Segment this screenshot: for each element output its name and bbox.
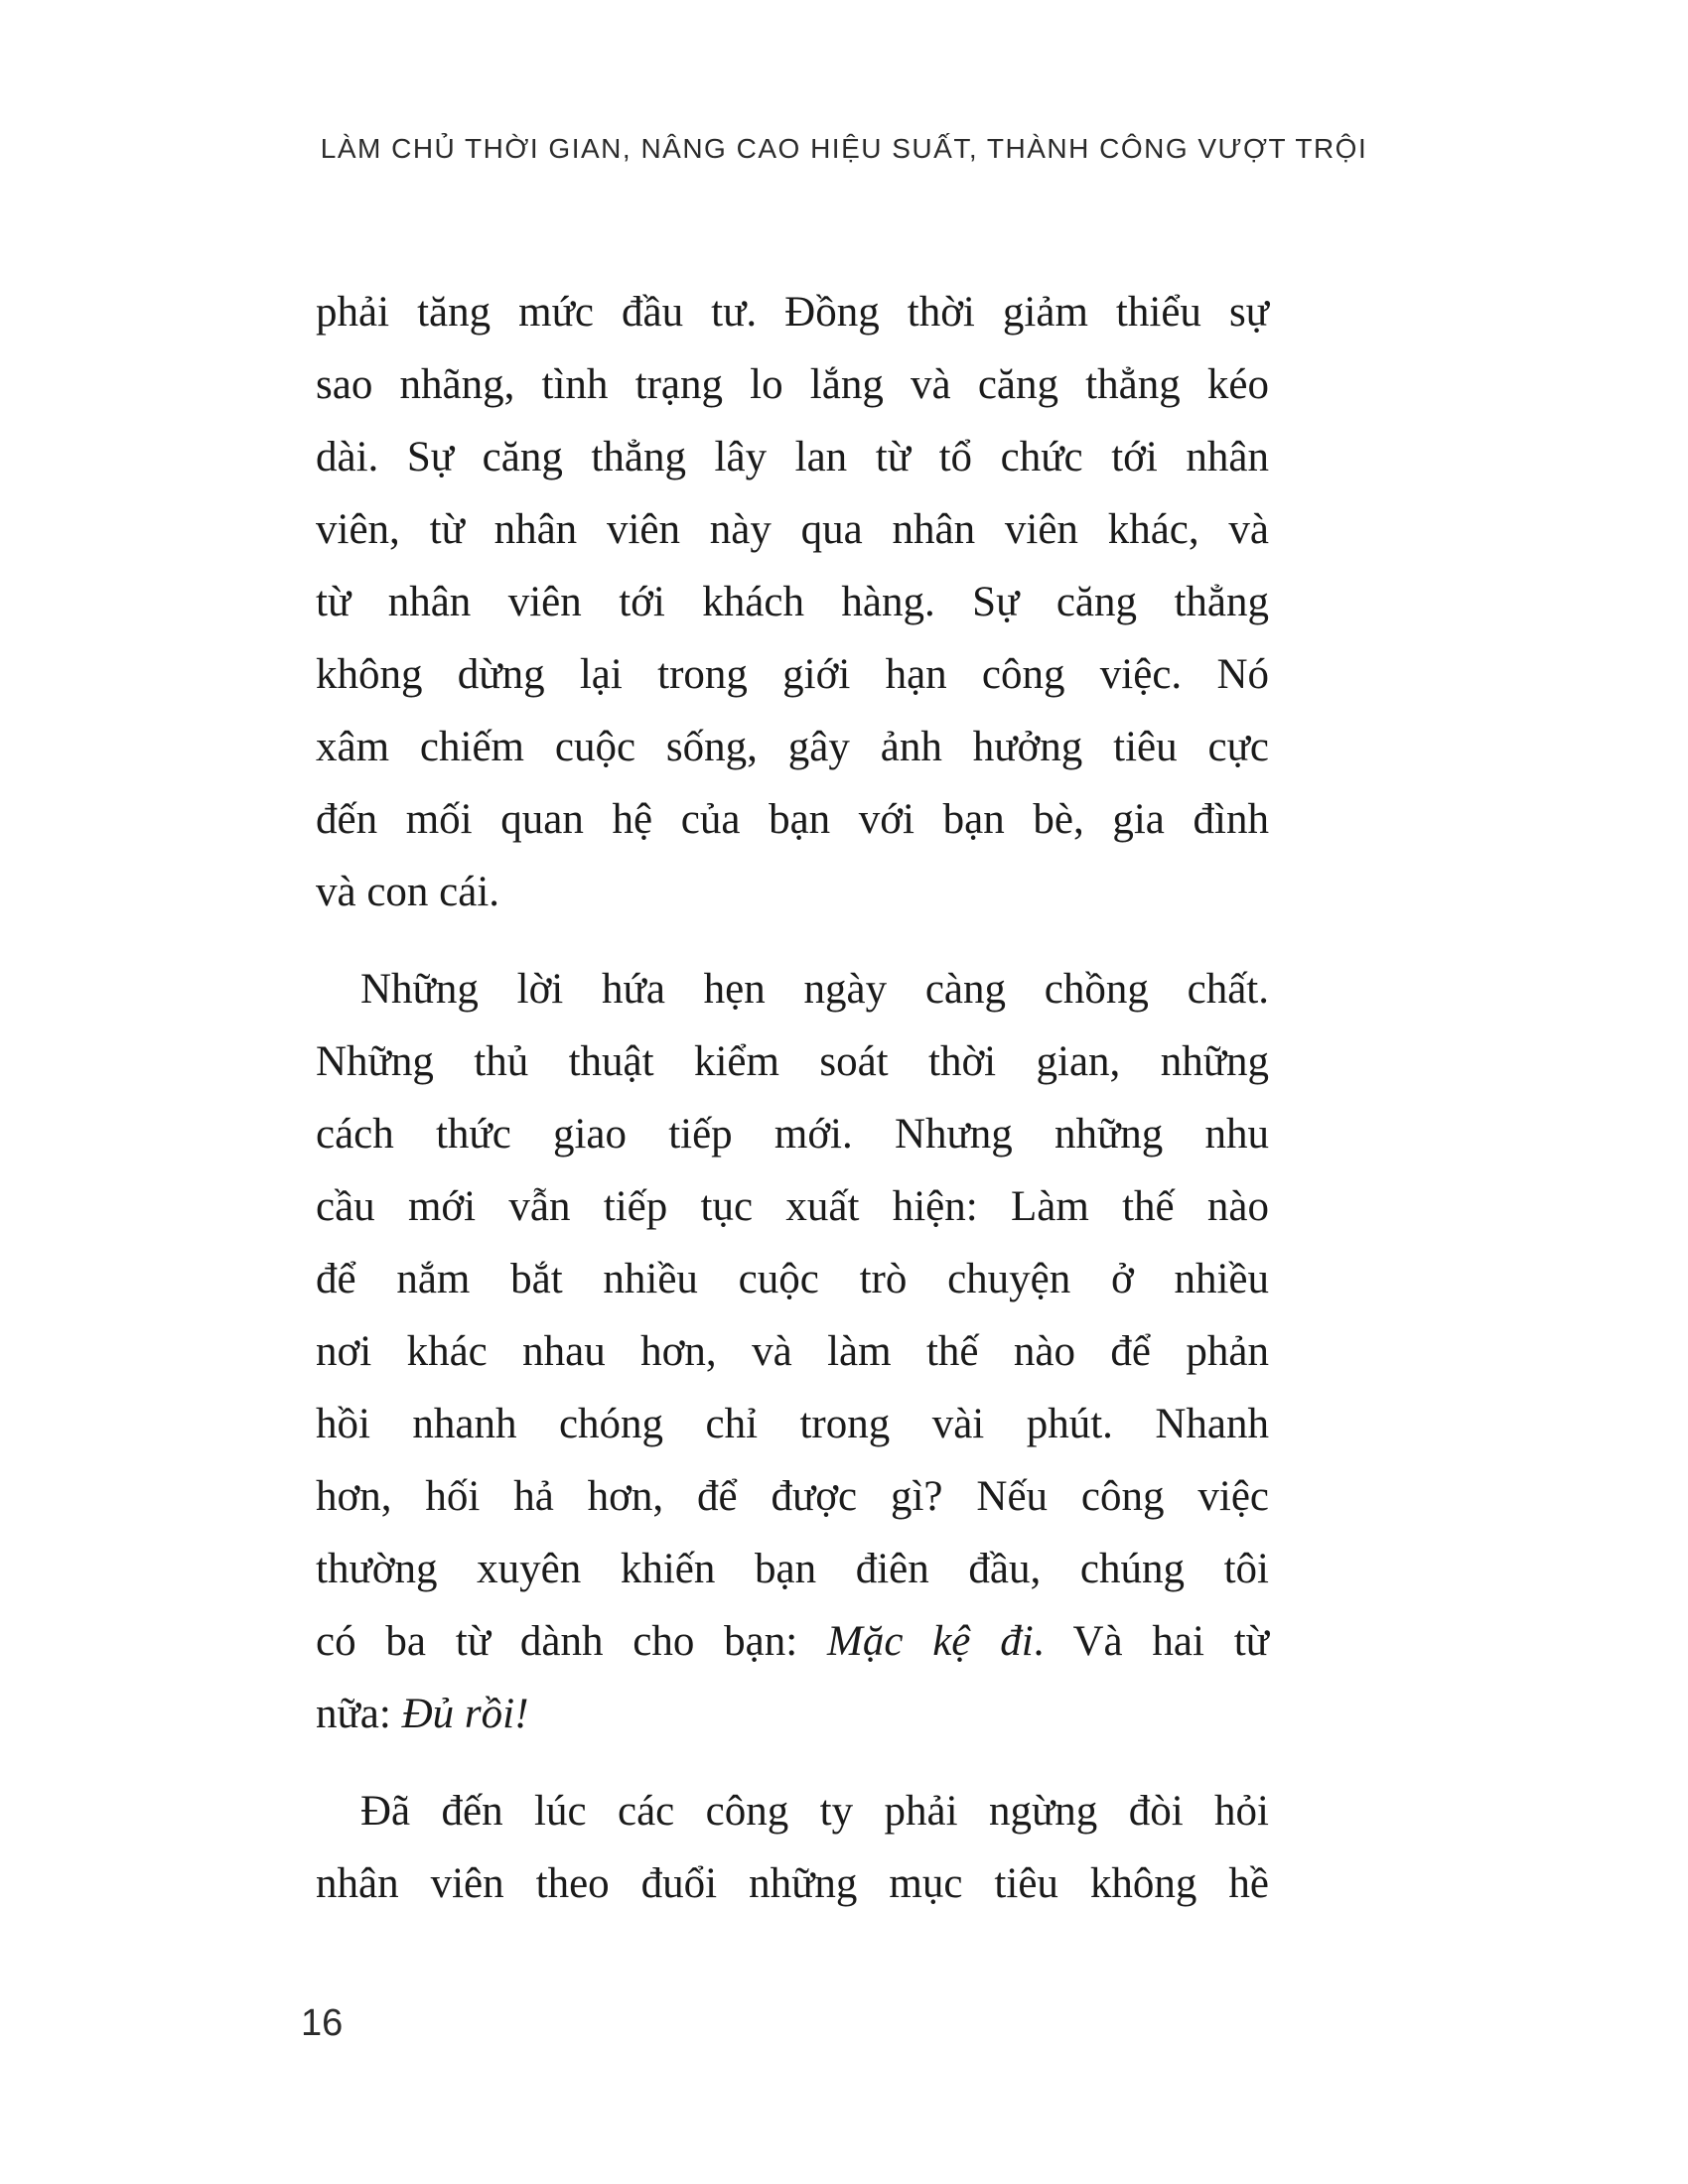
text-line	[316, 711, 1269, 783]
text-line	[316, 1388, 1269, 1460]
text-line	[316, 566, 1269, 638]
running-header: LÀM CHỦ THỜI GIAN, NÂNG CAO HIỆU SUẤT, THÀNH CÔNG VƯỢT TRỘI	[320, 133, 1368, 164]
text-segment: cách thức giao tiếp mới. Nhưng những nhu	[316, 1111, 1269, 1158]
text-segment: có ba từ dành cho bạn:	[316, 1618, 827, 1665]
text-segment: Những thủ thuật kiểm soát thời gian, những	[316, 1038, 1269, 1085]
text-line	[316, 348, 1269, 421]
text-segment: không dừng lại trong giới hạn công việc. Nó	[316, 651, 1269, 698]
text-segment: . Và hai từ	[1033, 1618, 1269, 1665]
text-segment: xâm chiếm cuộc sống, gây ảnh hưởng tiêu cực	[316, 724, 1269, 770]
text-segment: hồi nhanh chóng chỉ trong vài phút. Nhanh	[316, 1401, 1269, 1447]
text-line	[316, 1678, 1269, 1750]
text-line	[316, 421, 1269, 493]
text-segment: cầu mới vẫn tiếp tục xuất hiện: Làm thế nào	[316, 1183, 1269, 1230]
text-segment: Những lời hứa hẹn ngày càng chồng chất.	[360, 966, 1269, 1013]
text-segment: nơi khác nhau hơn, và làm thế nào để phản	[316, 1328, 1269, 1375]
text-line	[316, 1170, 1269, 1243]
text-segment: đến mối quan hệ của bạn với bạn bè, gia đình	[316, 796, 1269, 843]
italic-text-segment: Đủ rồi!	[401, 1691, 529, 1737]
text-line	[316, 493, 1269, 566]
text-segment: và con cái.	[316, 869, 500, 915]
page-number: 16	[301, 2002, 344, 2044]
text-line	[316, 1605, 1269, 1678]
paragraph	[316, 953, 1269, 1750]
text-segment: phải tăng mức đầu tư. Đồng thời giảm thiểu sự	[316, 289, 1269, 336]
text-segment: nhân viên theo đuổi những mục tiêu không hề	[316, 1860, 1269, 1907]
text-segment: từ nhân viên tới khách hàng. Sự căng thẳng	[316, 579, 1269, 625]
text-line	[316, 1025, 1269, 1098]
text-segment: Đã đến lúc các công ty phải ngừng đòi hỏi	[360, 1788, 1269, 1835]
italic-text-segment: Mặc kệ đi	[827, 1618, 1034, 1665]
text-line	[316, 276, 1269, 348]
text-line	[316, 638, 1269, 711]
text-line	[316, 1460, 1269, 1533]
paragraph	[316, 276, 1269, 928]
text-line	[316, 783, 1269, 856]
text-line	[316, 953, 1269, 1025]
text-line	[316, 1243, 1269, 1315]
text-segment: để nắm bắt nhiều cuộc trò chuyện ở nhiều	[316, 1256, 1269, 1302]
text-line	[316, 856, 1269, 928]
text-segment: sao nhãng, tình trạng lo lắng và căng thẳng kéo	[316, 361, 1269, 408]
text-segment: thường xuyên khiến bạn điên đầu, chúng tôi	[316, 1546, 1269, 1592]
text-segment: dài. Sự căng thẳng lây lan từ tổ chức tới nhân	[316, 434, 1269, 480]
text-line	[316, 1533, 1269, 1605]
text-line	[316, 1847, 1269, 1920]
text-line	[316, 1775, 1269, 1847]
body-text	[316, 276, 1269, 1945]
text-segment: nữa:	[316, 1691, 402, 1737]
text-segment: hơn, hối hả hơn, để được gì? Nếu công việc	[316, 1473, 1269, 1520]
text-line	[316, 1315, 1269, 1388]
paragraph	[316, 1775, 1269, 1920]
text-segment: viên, từ nhân viên này qua nhân viên khác, và	[316, 506, 1269, 553]
text-line	[316, 1098, 1269, 1170]
